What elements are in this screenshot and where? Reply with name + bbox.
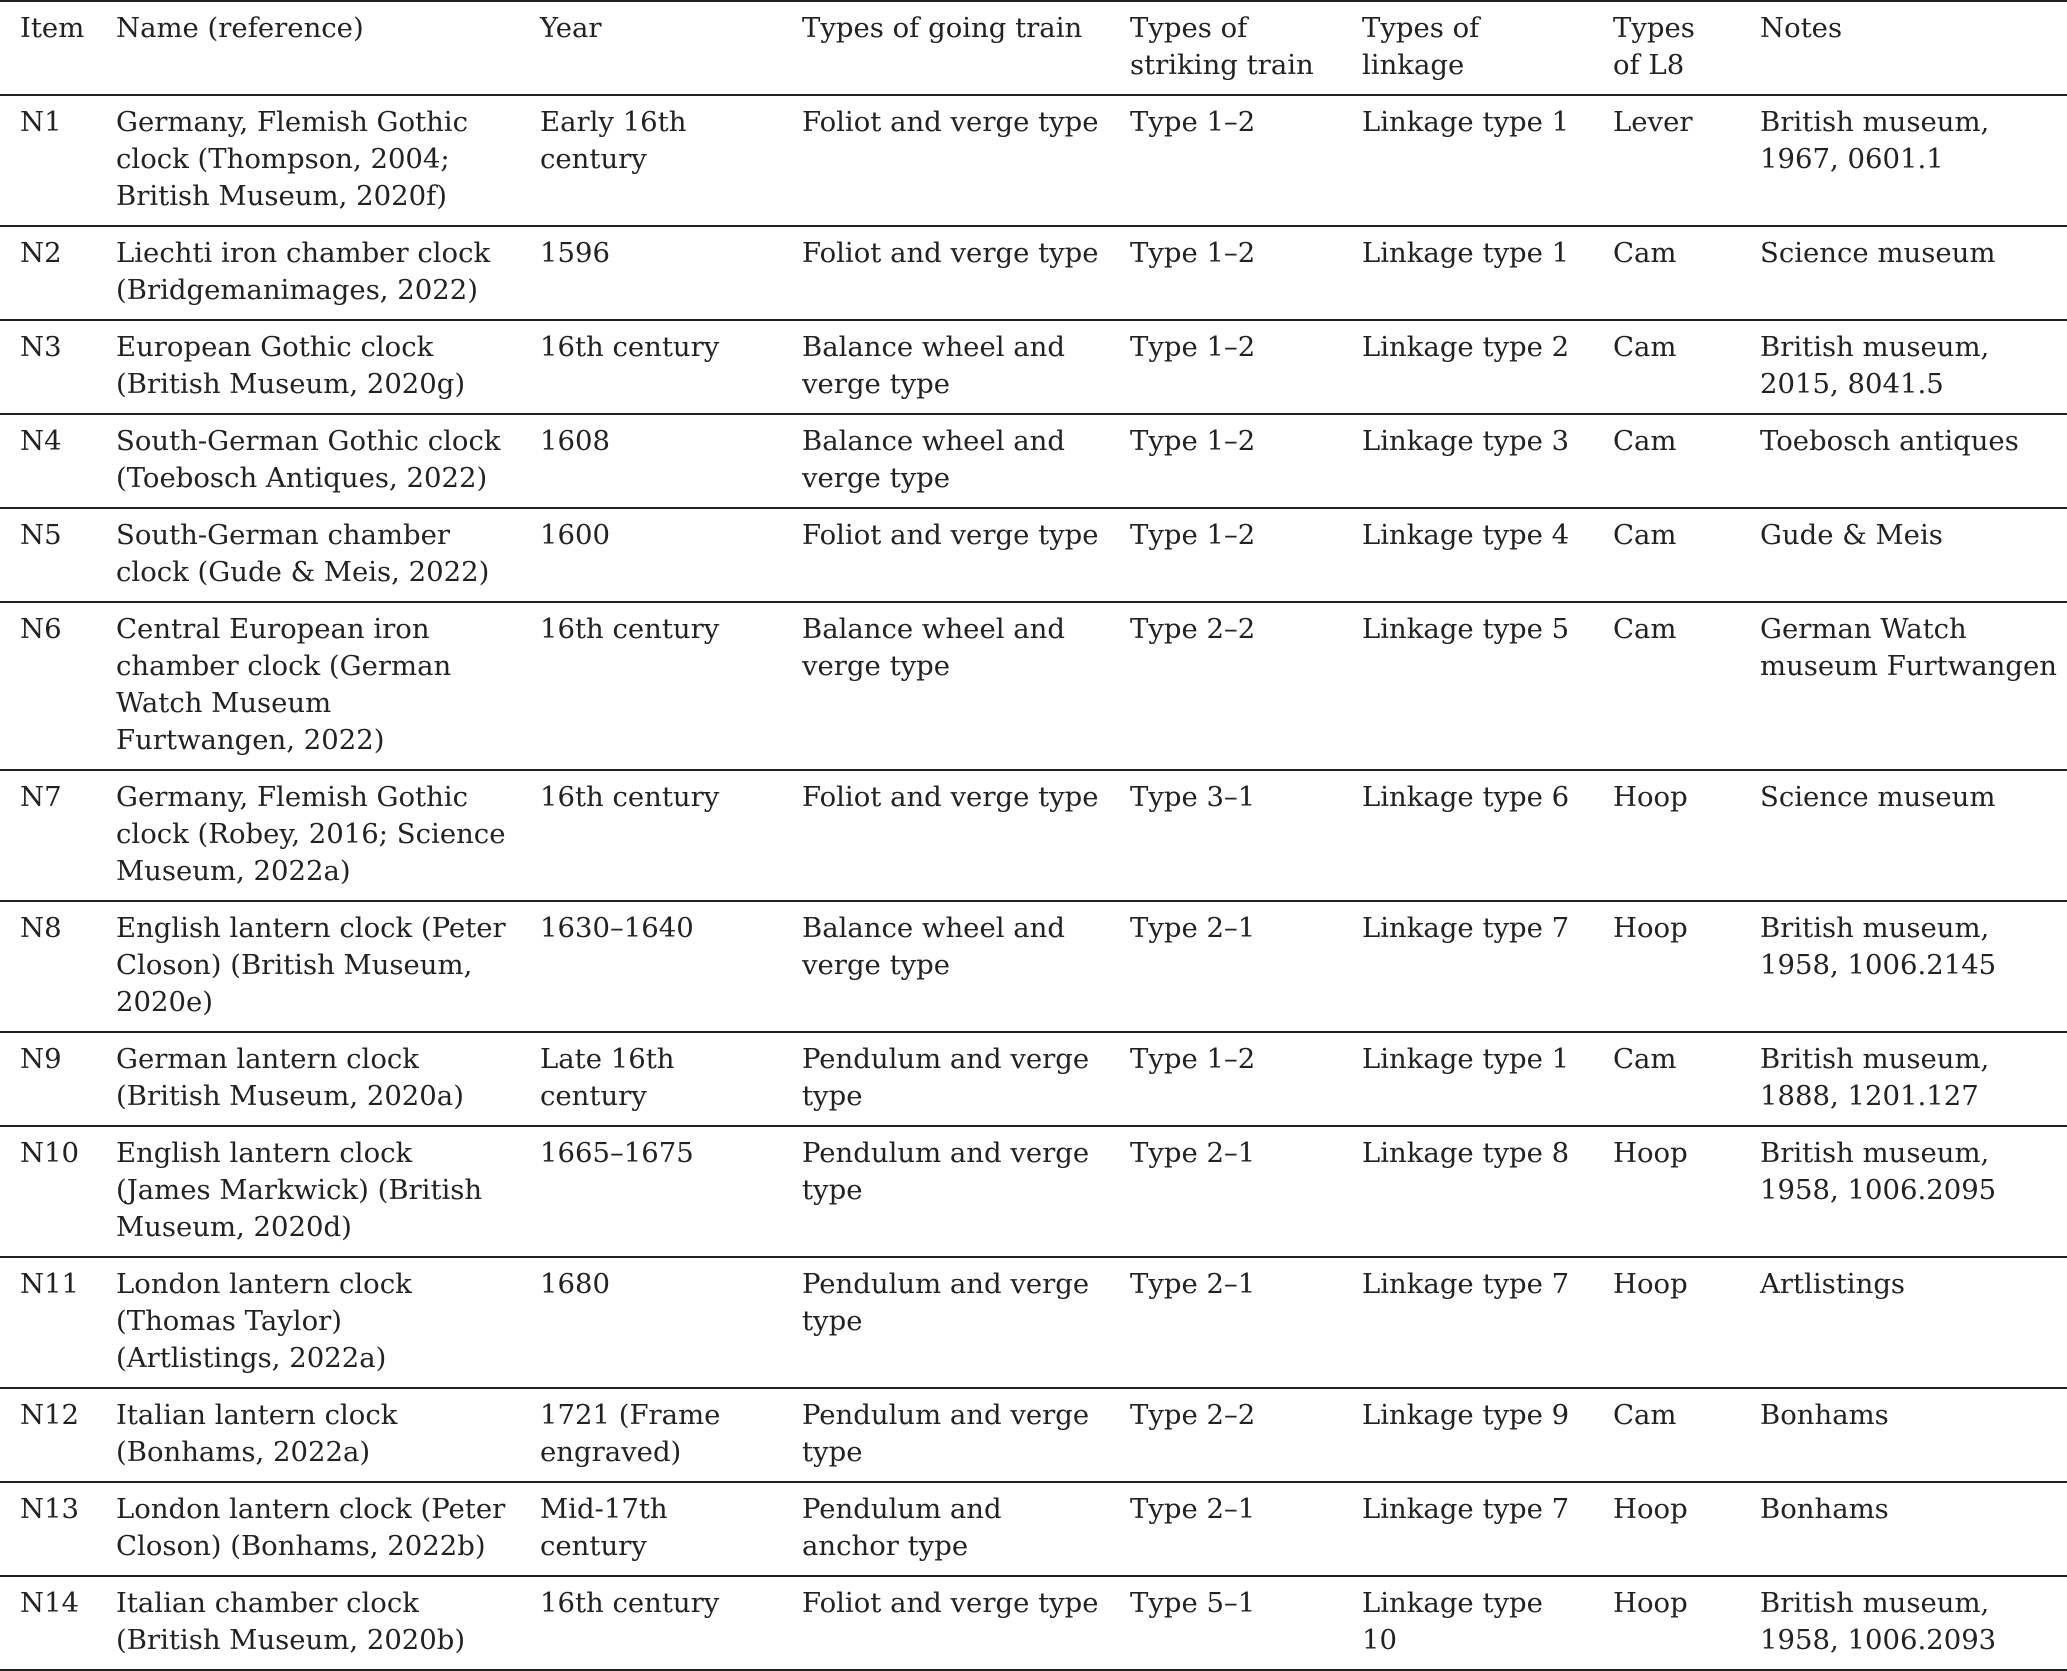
cell-going-train: Foliot and verge type xyxy=(802,237,1099,269)
cell-striking-train: Type 3–1 xyxy=(1130,781,1256,813)
cell-striking-train: Type 2–1 xyxy=(1130,1493,1256,1525)
cell-item: N5 xyxy=(20,519,62,551)
header-line: of L8 xyxy=(1613,49,1685,81)
cell-striking-train: Type 1–2 xyxy=(1130,237,1256,269)
cell-linkage: Linkage type 10 xyxy=(1362,1587,1543,1656)
cell-name: South-German Gothic clock (Toebosch Antiques, 2022) xyxy=(116,425,501,494)
header-item xyxy=(0,1,96,95)
cell-striking-train: Type 2–2 xyxy=(1130,613,1256,645)
cell-striking-train: Type 2–1 xyxy=(1130,1137,1256,1169)
cell-name: South-German chamber clock (Gude & Meis, 2022) xyxy=(116,519,490,588)
cell-going-train: Pendulum and verge type xyxy=(802,1268,1090,1337)
cell-striking-train: Type 2–2 xyxy=(1130,1399,1256,1431)
cell-year: 16th century xyxy=(540,1587,720,1619)
cell-name: Liechti iron chamber clock (Bridgemanimages, 2022) xyxy=(116,237,491,306)
cell-item: N4 xyxy=(20,425,62,457)
cell-l8: Cam xyxy=(1613,613,1677,645)
cell-name: Central European iron chamber clock (German Watch Museum Furtwangen, 2022) xyxy=(116,613,452,756)
cell-going-train: Foliot and verge type xyxy=(802,781,1099,813)
header-striking-train xyxy=(1110,1,1342,95)
table-row xyxy=(0,1126,2067,1257)
header-line: Year xyxy=(540,12,602,44)
cell-notes: Toebosch antiques xyxy=(1760,425,2019,457)
cell-striking-train: Type 2–1 xyxy=(1130,1268,1256,1300)
cell-l8: Cam xyxy=(1613,519,1677,551)
table-header xyxy=(0,1,2067,95)
cell-striking-train: Type 1–2 xyxy=(1130,331,1256,363)
cell-year: Early 16th century xyxy=(540,106,687,175)
header-line: Name (reference) xyxy=(116,12,364,44)
cell-item: N2 xyxy=(20,237,62,269)
cell-going-train: Pendulum and verge type xyxy=(802,1043,1090,1112)
cell-going-train: Balance wheel and verge type xyxy=(802,613,1065,682)
cell-striking-train: Type 2–1 xyxy=(1130,912,1256,944)
cell-item: N7 xyxy=(20,781,62,813)
cell-year: 16th century xyxy=(540,781,720,813)
cell-item: N11 xyxy=(20,1268,80,1300)
cell-item: N13 xyxy=(20,1493,80,1525)
cell-notes: British museum, 1958, 1006.2095 xyxy=(1760,1137,1997,1206)
cell-l8: Cam xyxy=(1613,425,1677,457)
cell-l8: Hoop xyxy=(1613,1268,1688,1300)
cell-item: N9 xyxy=(20,1043,62,1075)
header-line: striking train xyxy=(1130,49,1314,81)
header-line: Types of xyxy=(1130,12,1248,44)
cell-notes: British museum, 1958, 1006.2093 xyxy=(1760,1587,1997,1656)
cell-year: 16th century xyxy=(540,613,720,645)
cell-l8: Cam xyxy=(1613,1399,1677,1431)
cell-notes: Bonhams xyxy=(1760,1399,1889,1431)
cell-name: London lantern clock (Thomas Taylor) (Artlistings, 2022a) xyxy=(116,1268,412,1374)
cell-going-train: Foliot and verge type xyxy=(802,519,1099,551)
cell-striking-train: Type 1–2 xyxy=(1130,519,1256,551)
cell-linkage: Linkage type 1 xyxy=(1362,237,1570,269)
cell-notes: British museum, 2015, 8041.5 xyxy=(1760,331,1990,400)
cell-striking-train: Type 5–1 xyxy=(1130,1587,1256,1619)
cell-going-train: Foliot and verge type xyxy=(802,106,1099,138)
cell-linkage: Linkage type 9 xyxy=(1362,1399,1570,1431)
cell-going-train: Pendulum and verge type xyxy=(802,1399,1090,1468)
cell-notes: British museum, 1967, 0601.1 xyxy=(1760,106,1990,175)
cell-year: 1596 xyxy=(540,237,610,269)
cell-going-train: Pendulum and verge type xyxy=(802,1137,1090,1206)
cell-item: N6 xyxy=(20,613,62,645)
header-year xyxy=(520,1,782,95)
cell-item: N10 xyxy=(20,1137,80,1169)
cell-year: 16th century xyxy=(540,331,720,363)
cell-name: Italian lantern clock (Bonhams, 2022a) xyxy=(116,1399,398,1468)
cell-notes: Science museum xyxy=(1760,237,1996,269)
cell-name: Italian chamber clock (British Museum, 2020b) xyxy=(116,1587,466,1656)
cell-notes: Gude & Meis xyxy=(1760,519,1943,551)
cell-l8: Cam xyxy=(1613,1043,1677,1075)
cell-linkage: Linkage type 7 xyxy=(1362,912,1570,944)
table-row xyxy=(0,95,2067,226)
cell-l8: Hoop xyxy=(1613,1137,1688,1169)
cell-item: N3 xyxy=(20,331,62,363)
cell-year: 1600 xyxy=(540,519,610,551)
cell-l8: Hoop xyxy=(1613,1587,1688,1619)
header-row xyxy=(0,1,2067,95)
cell-l8: Hoop xyxy=(1613,912,1688,944)
header-line: Notes xyxy=(1760,12,1843,44)
cell-linkage: Linkage type 7 xyxy=(1362,1493,1570,1525)
cell-year: 1680 xyxy=(540,1268,610,1300)
cell-notes: British museum, 1888, 1201.127 xyxy=(1760,1043,1990,1112)
cell-name: European Gothic clock (British Museum, 2020g) xyxy=(116,331,466,400)
cell-l8: Lever xyxy=(1613,106,1693,138)
table-row xyxy=(0,226,2067,320)
cell-linkage: Linkage type 3 xyxy=(1362,425,1570,457)
cell-notes: German Watch museum Furtwangen xyxy=(1760,613,2057,682)
cell-year: 1721 (Frame engraved) xyxy=(540,1399,721,1468)
header-line: Item xyxy=(20,12,85,44)
cell-year: Late 16th century xyxy=(540,1043,675,1112)
header-line: Types of linkage xyxy=(1362,12,1480,81)
cell-l8: Cam xyxy=(1613,331,1677,363)
cell-striking-train: Type 1–2 xyxy=(1130,425,1256,457)
cell-linkage: Linkage type 6 xyxy=(1362,781,1570,813)
table-row xyxy=(0,1257,2067,1388)
cell-l8: Cam xyxy=(1613,237,1677,269)
cell-linkage: Linkage type 4 xyxy=(1362,519,1570,551)
cell-notes: Artlistings xyxy=(1760,1268,1906,1300)
table-row xyxy=(0,770,2067,901)
table-row xyxy=(0,320,2067,414)
cell-linkage: Linkage type 2 xyxy=(1362,331,1570,363)
cell-name: London lantern clock (Peter Closon) (Bonhams, 2022b) xyxy=(116,1493,506,1562)
table-row xyxy=(0,1032,2067,1126)
header-line: Types xyxy=(1613,12,1695,44)
cell-linkage: Linkage type 1 xyxy=(1362,1043,1570,1075)
cell-l8: Hoop xyxy=(1613,781,1688,813)
header-linkage xyxy=(1342,1,1593,95)
cell-going-train: Balance wheel and verge type xyxy=(802,425,1065,494)
cell-notes: British museum, 1958, 1006.2145 xyxy=(1760,912,1997,981)
header-name xyxy=(96,1,520,95)
cell-item: N12 xyxy=(20,1399,80,1431)
table-row xyxy=(0,1482,2067,1576)
cell-name: English lantern clock (James Markwick) (British Museum, 2020d) xyxy=(116,1137,483,1243)
cell-going-train: Balance wheel and verge type xyxy=(802,912,1065,981)
table-row xyxy=(0,901,2067,1032)
cell-notes: Bonhams xyxy=(1760,1493,1889,1525)
table-row xyxy=(0,1576,2067,1670)
cell-going-train: Foliot and verge type xyxy=(802,1587,1099,1619)
table-body xyxy=(0,95,2067,1670)
cell-year: 1665–1675 xyxy=(540,1137,694,1169)
cell-striking-train: Type 1–2 xyxy=(1130,1043,1256,1075)
cell-going-train: Balance wheel and verge type xyxy=(802,331,1065,400)
cell-name: English lantern clock (Peter Closon) (British Museum, 2020e) xyxy=(116,912,506,1018)
cell-name: Germany, Flemish Gothic clock (Robey, 2016; Science Museum, 2022a) xyxy=(116,781,506,887)
cell-name: Germany, Flemish Gothic clock (Thompson, 2004; British Museum, 2020f) xyxy=(116,106,469,212)
cell-striking-train: Type 1–2 xyxy=(1130,106,1256,138)
table-row xyxy=(0,414,2067,508)
cell-year: Mid-17th century xyxy=(540,1493,668,1562)
table-row xyxy=(0,602,2067,770)
table-row xyxy=(0,1388,2067,1482)
header-going-train xyxy=(782,1,1110,95)
cell-year: 1630–1640 xyxy=(540,912,694,944)
header-l8 xyxy=(1593,1,1740,95)
cell-linkage: Linkage type 8 xyxy=(1362,1137,1570,1169)
cell-notes: Science museum xyxy=(1760,781,1996,813)
cell-linkage: Linkage type 1 xyxy=(1362,106,1570,138)
cell-linkage: Linkage type 5 xyxy=(1362,613,1570,645)
cell-linkage: Linkage type 7 xyxy=(1362,1268,1570,1300)
cell-going-train: Pendulum and anchor type xyxy=(802,1493,1002,1562)
cell-item: N1 xyxy=(20,106,62,138)
cell-name: German lantern clock (British Museum, 2020a) xyxy=(116,1043,464,1112)
table-row xyxy=(0,508,2067,602)
header-line: Types of going train xyxy=(802,12,1083,44)
cell-item: N8 xyxy=(20,912,62,944)
cell-item: N14 xyxy=(20,1587,80,1619)
cell-l8: Hoop xyxy=(1613,1493,1688,1525)
cell-year: 1608 xyxy=(540,425,610,457)
header-notes xyxy=(1740,1,2067,95)
